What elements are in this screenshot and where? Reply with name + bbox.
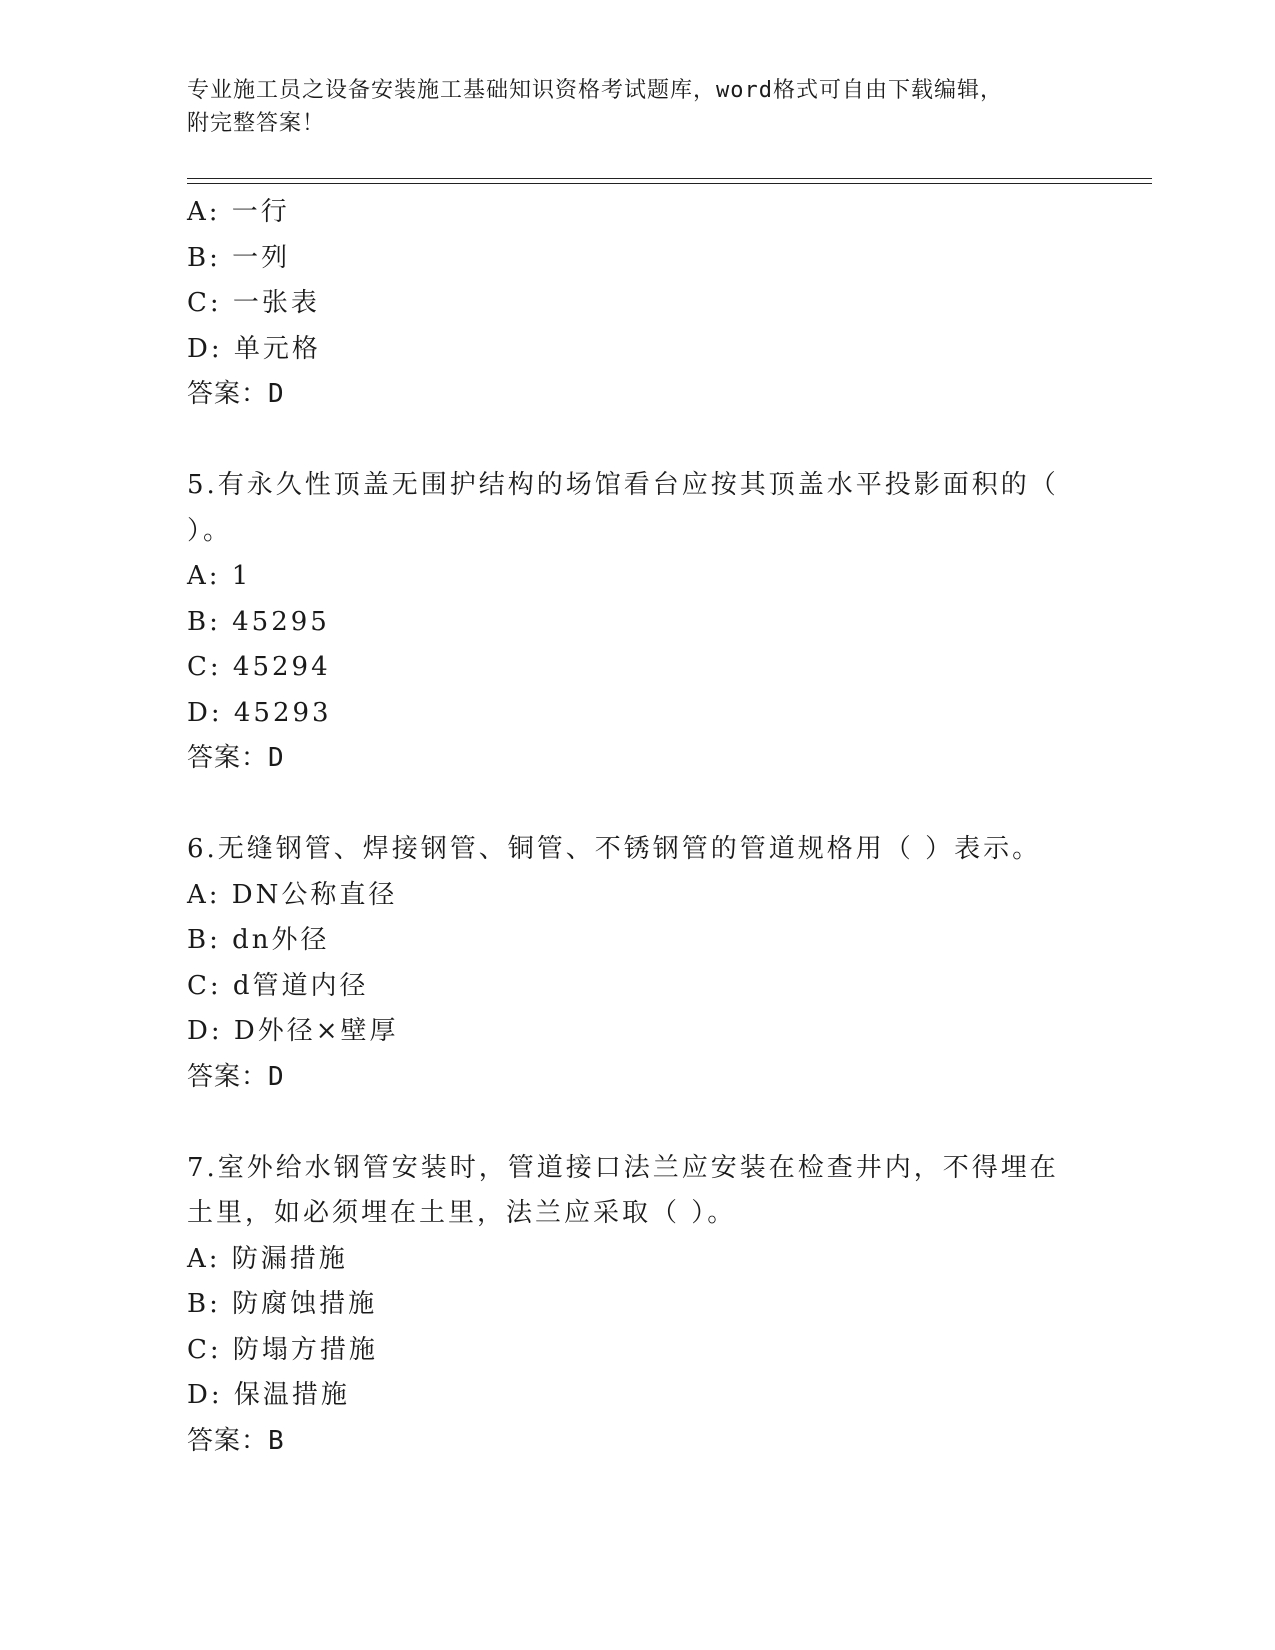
header-line-2: 附完整答案！ (187, 111, 326, 136)
option-b: B: dn外径 (187, 925, 330, 955)
option-b: B: 一列 (187, 242, 291, 273)
spacer (187, 1100, 1087, 1146)
option-a: A: 1 (187, 561, 252, 591)
option-c: C: d管道内径 (187, 970, 369, 1001)
answer-line: 答案：D (187, 743, 285, 773)
answer-line: 答案：B (187, 1425, 285, 1456)
option-c: C: 45294 (187, 652, 331, 682)
question-stem-line-1: 7.室外给水钢管安装时，管道接口法兰应安装在检查井内，不得埋在 (187, 1152, 1059, 1183)
spacer (187, 418, 1087, 464)
option-d: D: 保温措施 (187, 1380, 350, 1410)
header-divider-top (187, 178, 1152, 179)
option-c: C: 一张表 (187, 288, 320, 318)
question-block-4 (187, 190, 1087, 418)
option-d: D: 单元格 (187, 333, 321, 364)
option-d: D: 45293 (187, 697, 332, 728)
option-a: A: 一行 (187, 197, 290, 227)
question-block-7 (187, 1146, 1087, 1465)
header-line-1: 专业施工员之设备安装施工基础知识资格考试题库，word格式可自由下载编辑， (187, 78, 1003, 103)
question-stem-line-1: 6.无缝钢管、焊接钢管、铜管、不锈钢管的管道规格用（ ）表示。 (187, 834, 1042, 864)
spacer (187, 782, 1087, 828)
question-stem-line-1: 5.有永久性顶盖无围护结构的场馆看台应按其顶盖水平投影面积的（ (187, 470, 1059, 500)
option-d: D: D外径×壁厚 (187, 1016, 399, 1046)
option-c: C: 防塌方措施 (187, 1334, 378, 1365)
answer-line: 答案：D (187, 379, 285, 409)
document-header (187, 74, 1067, 140)
option-b: B: 45295 (187, 606, 330, 637)
answer-line: 答案：D (187, 1061, 285, 1092)
question-block-5 (187, 463, 1087, 782)
option-b: B: 防腐蚀措施 (187, 1289, 378, 1319)
question-stem-line-2: 土里，如必须埋在土里，法兰应采取（ ）。 (187, 1198, 737, 1228)
option-a: A: 防漏措施 (187, 1243, 348, 1274)
option-a: A: DN公称直径 (187, 879, 398, 910)
question-block-6 (187, 827, 1087, 1100)
question-stem-line-2: ）。 (187, 515, 233, 546)
question-list (187, 190, 1087, 1464)
header-divider-bottom (187, 183, 1152, 184)
